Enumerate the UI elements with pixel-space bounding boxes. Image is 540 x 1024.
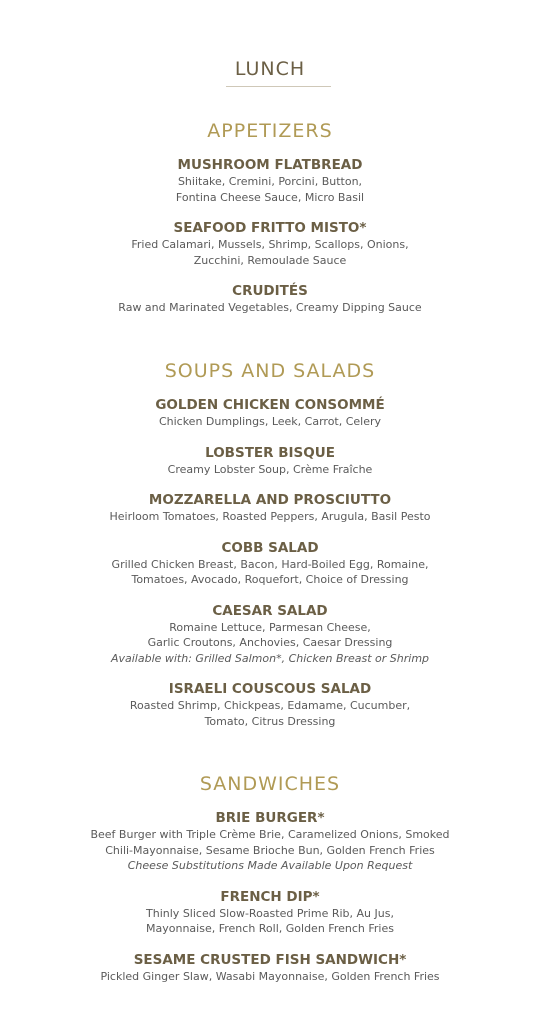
menu-item: [0, 540, 540, 588]
menu-item: [0, 445, 540, 478]
section-title: APPETIZERS: [207, 120, 333, 142]
section-soups-and-salads: [0, 360, 540, 744]
section-sandwiches: [0, 773, 540, 999]
item-description: Thinly Sliced Slow-Roasted Prime Rib, Au Jus, Mayonnaise, French Roll, Golden French Fries: [146, 906, 394, 935]
item-description: Shiitake, Cremini, Porcini, Button, Fontina Cheese Sauce, Micro Basil: [175, 175, 365, 204]
item-name: GOLDEN CHICKEN CONSOMMÉ: [155, 397, 385, 413]
item-name: MUSHROOM FLATBREAD: [177, 157, 363, 173]
section-appetizers: [0, 120, 540, 331]
item-name: CRUDITÉS: [232, 283, 308, 299]
item-description: Heirloom Tomatoes, Roasted Peppers, Arugula, Basil Pesto: [109, 510, 431, 523]
item-note: Cheese Substitutions Made Available Upon Request: [127, 859, 413, 872]
item-name: COBB SALAD: [221, 539, 319, 556]
item-description: Fried Calamari, Mussels, Shrimp, Scallops, Onions, Zucchini, Remoulade Sauce: [131, 238, 409, 267]
item-name: ISRAELI COUSCOUS SALAD: [168, 681, 372, 697]
item-description: Romaine Lettuce, Parmesan Cheese, Garlic Croutons, Anchovies, Caesar Dressing: [147, 620, 393, 649]
item-description: Creamy Lobster Soup, Crème Fraîche: [167, 462, 373, 476]
section-title: SOUPS AND SALADS: [164, 360, 376, 382]
item-description: Beef Burger with Triple Crème Brie, Caramelized Onions, Smoked Chili-Mayonnaise, Sesame Brioche Bun, Golden French Fries: [90, 828, 450, 857]
item-description: Chicken Dumplings, Leek, Carrot, Celery: [158, 415, 382, 428]
menu-item: [0, 952, 540, 985]
menu-item: [0, 157, 540, 205]
menu-title: LUNCH: [234, 58, 306, 80]
item-name: CAESAR SALAD: [212, 602, 328, 619]
menu-item: [0, 220, 540, 268]
item-name: MOZZARELLA AND PROSCIUTTO: [148, 492, 392, 508]
menu-item: [0, 889, 540, 937]
item-description: Roasted Shrimp, Chickpeas, Edamame, Cucumber, Tomato, Citrus Dressing: [129, 699, 411, 728]
menu-item: [0, 603, 540, 667]
menu-item: [0, 492, 540, 525]
item-description: Grilled Chicken Breast, Bacon, Hard-Boiled Egg, Romaine, Tomatoes, Avocado, Roquefort, Choice of Dressing: [111, 557, 429, 586]
section-title: SANDWICHES: [199, 773, 341, 795]
item-name: LOBSTER BISQUE: [205, 444, 335, 461]
item-name: SESAME CRUSTED FISH SANDWICH*: [133, 951, 407, 968]
menu-item: [0, 681, 540, 729]
menu-item: [0, 810, 540, 874]
item-note: Available with: Grilled Salmon*, Chicken Breast or Shrimp: [110, 651, 430, 665]
item-name: BRIE BURGER*: [215, 810, 325, 826]
menu-item: [0, 397, 540, 430]
item-description: Raw and Marinated Vegetables, Creamy Dipping Sauce: [118, 301, 422, 314]
item-description: Pickled Ginger Slaw, Wasabi Mayonnaise, Golden French Fries: [100, 969, 440, 983]
item-name: FRENCH DIP*: [220, 888, 320, 905]
menu-item: [0, 283, 540, 316]
item-name: SEAFOOD FRITTO MISTO*: [173, 220, 367, 236]
title-divider: [226, 86, 331, 87]
